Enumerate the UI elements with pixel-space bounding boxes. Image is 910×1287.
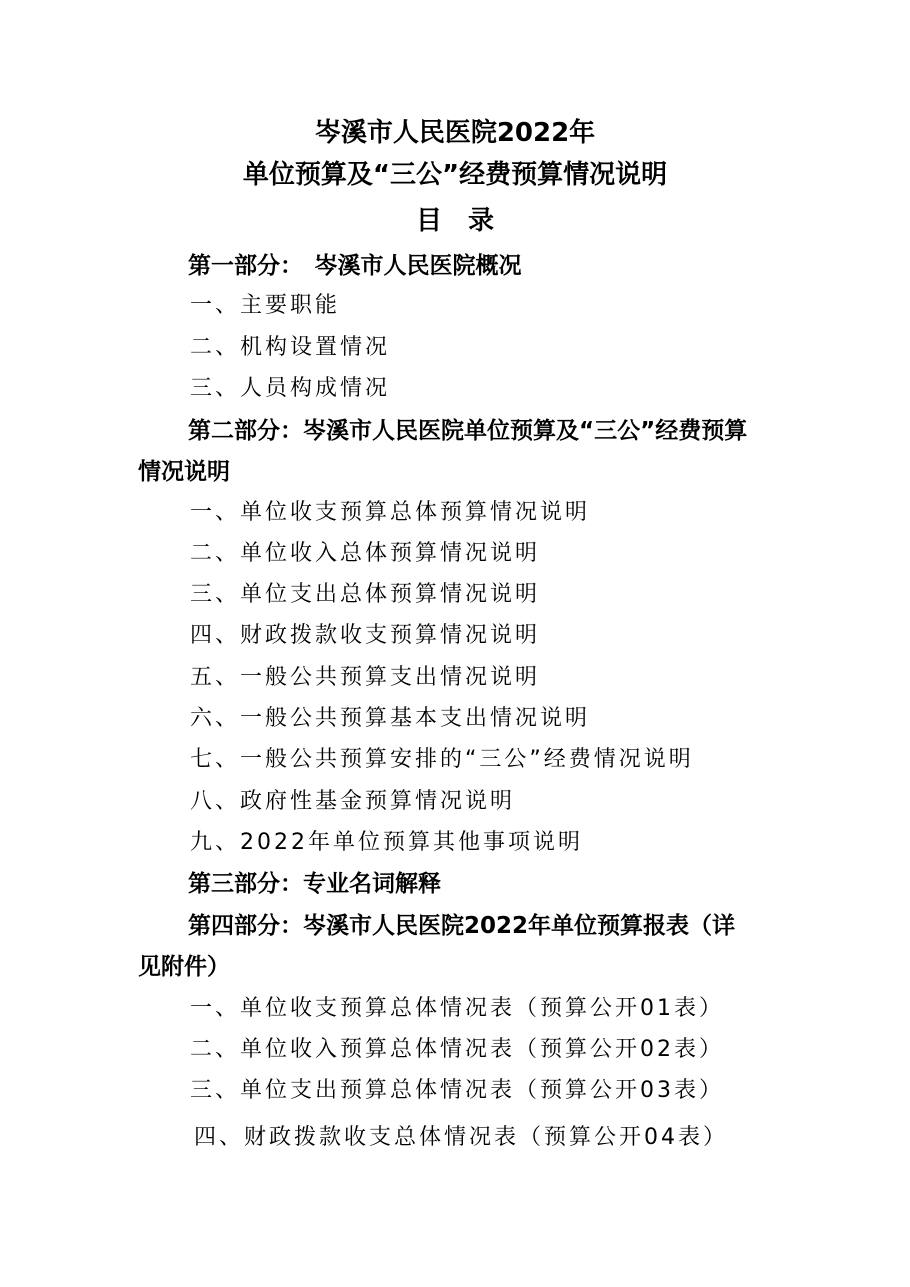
toc-item: 九、2022年单位预算其他事项说明 xyxy=(190,830,583,855)
toc-title: 目 录 xyxy=(415,206,494,236)
toc-item: 一、单位收支预算总体预算情况说明 xyxy=(190,500,591,525)
toc-item: 一、单位收支预算总体情况表（预算公开01表） xyxy=(190,996,724,1021)
part2-heading-line1: 第二部分：岑溪市人民医院单位预算及“三公”经费预算 xyxy=(188,418,748,444)
toc-item: 六、一般公共预算基本支出情况说明 xyxy=(190,706,591,731)
toc-item: 二、单位收入总体预算情况说明 xyxy=(190,541,541,566)
toc-item: 三、人员构成情况 xyxy=(190,376,391,401)
toc-item: 二、机构设置情况 xyxy=(190,335,391,360)
part4-heading-line2: 见附件） xyxy=(138,954,230,980)
toc-item: 四、财政拨款收支预算情况说明 xyxy=(190,623,541,648)
toc-item: 三、单位支出总体预算情况说明 xyxy=(190,582,541,607)
part3-heading: 第三部分：专业名词解释 xyxy=(188,871,441,897)
toc-item: 五、一般公共预算支出情况说明 xyxy=(190,665,541,690)
toc-item: 四、财政拨款收支总体情况表（预算公开04表） xyxy=(194,1125,728,1150)
document-title-line1: 岑溪市人民医院2022年 xyxy=(314,118,596,148)
toc-item: 二、单位收入预算总体情况表（预算公开02表） xyxy=(190,1037,724,1062)
part1-heading: 第一部分： 岑溪市人民医院概况 xyxy=(188,253,522,279)
toc-item: 八、政府性基金预算情况说明 xyxy=(190,789,516,814)
toc-item: 三、单位支出预算总体情况表（预算公开03表） xyxy=(190,1078,724,1103)
part2-heading-line2: 情况说明 xyxy=(138,459,230,485)
toc-item: 一、主要职能 xyxy=(190,293,341,318)
toc-item: 七、一般公共预算安排的“三公”经费情况说明 xyxy=(190,747,694,772)
document-title-line2: 单位预算及“三公”经费预算情况说明 xyxy=(242,160,668,190)
part4-heading-line1: 第四部分：岑溪市人民医院2022年单位预算报表（详 xyxy=(188,913,736,939)
